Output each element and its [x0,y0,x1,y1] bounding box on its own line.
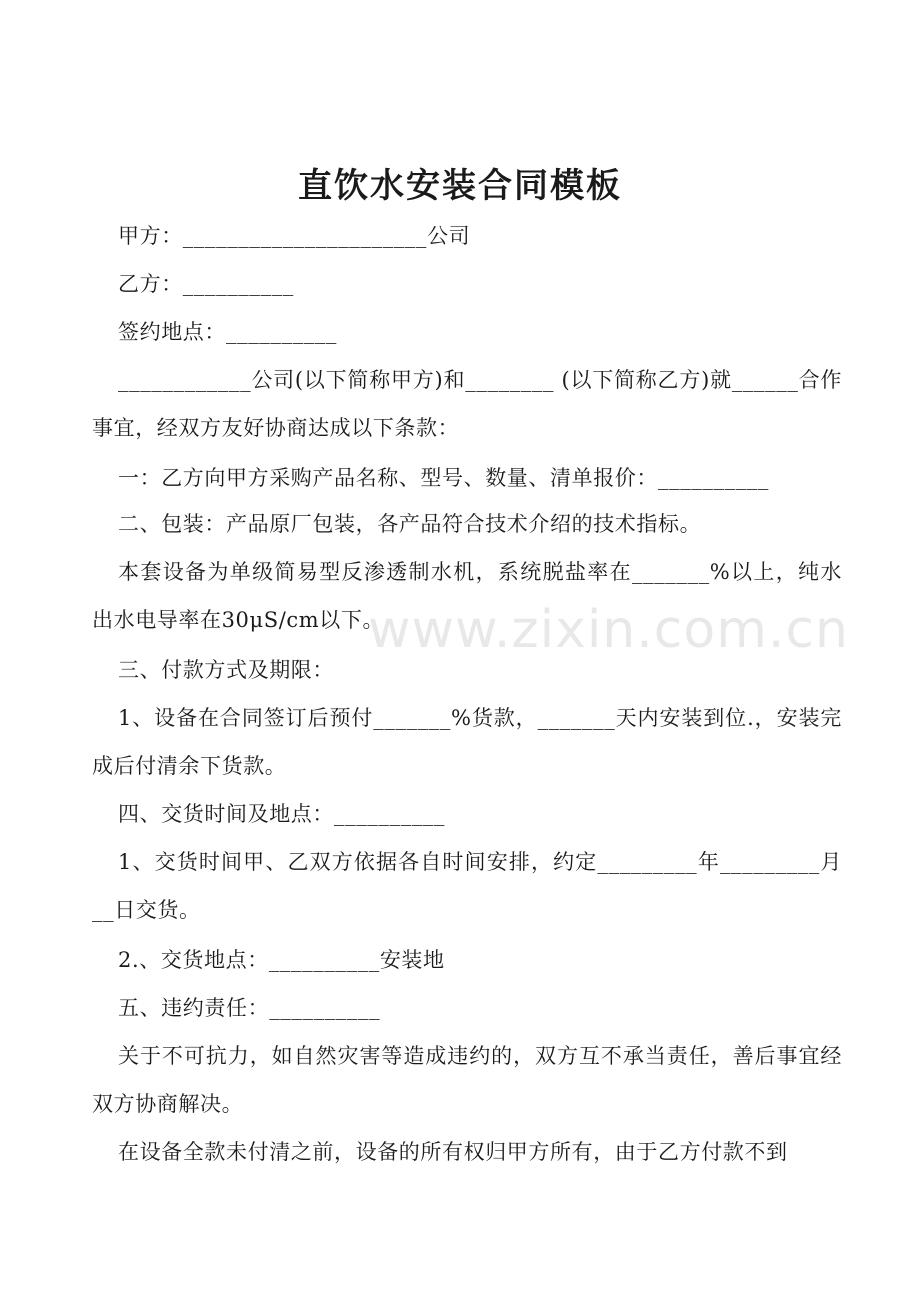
clause-2-packaging: 二、包装：产品原厂包装，各产品符合技术介绍的技术指标。 [118,512,702,536]
force-majeure-paragraph: 关于不可抗力，如自然灾害等造成违约的，双方互不承当责任，善后事宜经双方协商解决。 [92,1044,842,1116]
signing-place-line: 签约地点：__________ [118,320,337,344]
clause-5-liability-heading: 五、违约责任：__________ [118,996,381,1020]
preamble-paragraph: ____________公司(以下简称甲方)和________ (以下简称乙方)就______合作事宜，经双方友好协商达成以下条款： [92,368,842,440]
clause-4-delivery-heading: 四、交货时间及地点：__________ [118,802,445,826]
party-a-line: 甲方：______________________公司 [118,224,471,248]
equipment-spec-paragraph: 本套设备为单级简易型反渗透制水机，系统脱盐率在_______%以上，纯水出水电导率在30μS/cm以下。 [92,560,842,632]
watermark: www.zixin.com.cn [368,600,849,660]
document-title: 直饮水安装合同模板 [298,166,622,206]
delivery-place-line: 2.、交货地点：__________安装地 [118,948,445,972]
party-b-line: 乙方：__________ [118,272,294,296]
clause-1-products: 一：乙方向甲方采购产品名称、型号、数量、清单报价：__________ [118,466,769,490]
payment-terms-paragraph: 1、设备在合同签订后预付_______%货款，_______天内安装到位.，安装完成后付清余下货款。 [92,706,842,778]
delivery-time-paragraph: 1、交货时间甲、乙双方依据各自时间安排，约定_________年_________月__日交货。 [92,850,842,922]
ownership-paragraph: 在设备全款未付清之前，设备的所有权归甲方所有，由于乙方付款不到 [118,1140,788,1164]
clause-3-payment-heading: 三、付款方式及期限： [118,658,334,682]
